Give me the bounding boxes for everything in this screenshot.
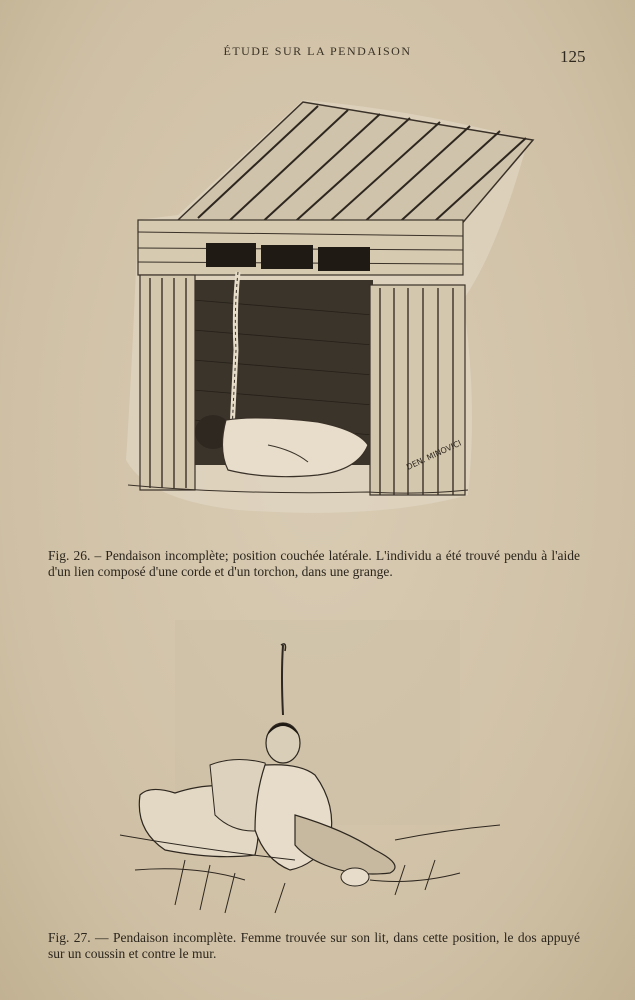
page-number: 125 [560, 47, 586, 66]
shed-hanging-engraving [118, 100, 538, 520]
figure-27-caption: Fig. 27. — Pendaison incomplète. Femme trouvée sur son lit, dans cette position, le dos appuyé sur un coussin et contre le mur. [48, 930, 580, 961]
figure-27-illustration [115, 615, 505, 915]
artist-signature: DEN. MINOVICI [405, 438, 463, 472]
figure-26-illustration [118, 100, 538, 520]
figure-26-caption: Fig. 26. – Pendaison incomplète; position couchée latérale. L'individu a été trouvé pendu à l'aide d'un lien composé d'une corde et d'un torchon, dans une grange. [48, 548, 580, 579]
woman-on-bed-drawing [115, 615, 505, 915]
running-head: ÉTUDE SUR LA PENDAISON [223, 44, 412, 58]
